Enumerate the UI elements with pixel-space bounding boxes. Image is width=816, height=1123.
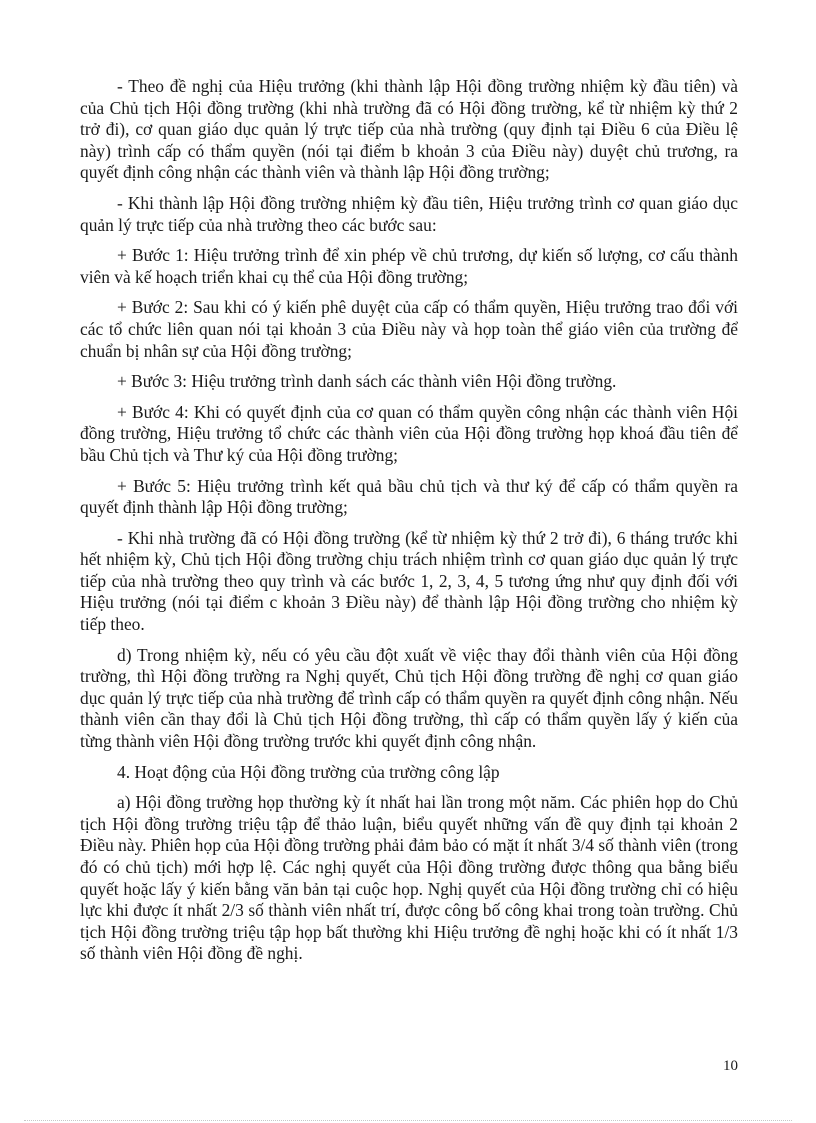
paragraph-step-1: + Bước 1: Hiệu trưởng trình để xin phép về chủ trương, dự kiến số lượng, cơ cấu thành viên và kế hoạch triển khai cụ thể của Hội đồng trường; <box>80 245 738 287</box>
paragraph-step-4: + Bước 4: Khi có quyết định của cơ quan có thẩm quyền công nhận các thành viên Hội đồng trường, Hiệu trưởng tổ chức các thành viên của Hội đồng trường họp khoá đầu tiên để bầu Chủ tịch và Thư ký của Hội đồng trường; <box>80 401 738 465</box>
paragraph-first-term-steps: - Khi thành lập Hội đồng trường nhiệm kỳ đầu tiên, Hiệu trưởng trình cơ quan giáo dục quản lý trực tiếp của nhà trường theo các bước sau: <box>80 192 738 235</box>
document-body <box>80 76 738 974</box>
paragraph-item-d: d) Trong nhiệm kỳ, nếu có yêu cầu đột xuất về việc thay đổi thành viên của Hội đồng trường, thì Hội đồng trường ra Nghị quyết, Chủ tịch Hội đồng trường đề nghị cơ quan giáo dục quản lý trực tiếp của nhà trường để trình cấp có thẩm quyền ra quyết định công nhận. Nếu thành viên cần thay đổi là Chủ tịch Hội đồng trường, thì cấp có thẩm quyền lấy ý kiến của từng thành viên Hội đồng trường trước khi quyết định công nhận. <box>80 644 738 752</box>
paragraph-step-5: + Bước 5: Hiệu trưởng trình kết quả bầu chủ tịch và thư ký để cấp có thẩm quyền ra quyết định thành lập Hội đồng trường; <box>80 475 738 518</box>
paragraph-next-term: - Khi nhà trường đã có Hội đồng trường (kể từ nhiệm kỳ thứ 2 trở đi), 6 tháng trước khi hết nhiệm kỳ, Chủ tịch Hội đồng trường chịu trách nhiệm trình cơ quan giáo dục quản lý trực tiếp của nhà trường theo quy trình và các bước 1, 2, 3, 4, 5 tương ứng như quy định đối với Hiệu trưởng (nói tại điểm c khoản 3 Điều này) để thành lập Hội đồng trường cho nhiệm kỳ tiếp theo. <box>80 527 738 635</box>
paragraph-step-3: + Bước 3: Hiệu trưởng trình danh sách các thành viên Hội đồng trường. <box>117 371 617 392</box>
section-heading-4: 4. Hoạt động của Hội đồng trường của trường công lập <box>117 761 500 782</box>
paragraph-item-a: a) Hội đồng trường họp thường kỳ ít nhất hai lần trong một năm. Các phiên họp do Chủ tịch Hội đồng trường triệu tập để thảo luận, biểu quyết những vấn đề quy định tại khoản 2 Điều này. Phiên họp của Hội đồng trường phải đảm bảo có mặt ít nhất 3/4 số thành viên (trong đó có chủ tịch) mới hợp lệ. Các nghị quyết của Hội đồng trường được thông qua bằng biểu quyết hoặc lấy ý kiến bằng văn bản tại cuộc họp. Nghị quyết của Hội đồng trường chỉ có hiệu lực khi được ít nhất 2/3 số thành viên nhất trí, được công bố công khai trong toàn trường. Chủ tịch Hội đồng trường triệu tập họp bất thường khi Hiệu trưởng đề nghị hoặc khi có ít nhất 1/3 số thành viên Hội đồng đề nghị. <box>80 792 738 964</box>
paragraph-proposal-procedure: - Theo đề nghị của Hiệu trưởng (khi thành lập Hội đồng trường nhiệm kỳ đầu tiên) và của Chủ tịch Hội đồng trường (khi nhà trường đã có Hội đồng trường, kể từ nhiệm kỳ thứ 2 trở đi), cơ quan giáo dục quản lý trực tiếp của nhà trường (quy định tại Điều 6 của Điều lệ này) trình cấp có thẩm quyền (nói tại điểm b khoản 3 của Điều này) duyệt chủ trương, ra quyết định công nhận các thành viên và thành lập Hội đồng trường; <box>80 76 738 183</box>
page-number: 10 <box>723 1058 738 1074</box>
page-bottom-border <box>24 1120 792 1121</box>
paragraph-step-2: + Bước 2: Sau khi có ý kiến phê duyệt của cấp có thẩm quyền, Hiệu trưởng trao đổi với các tổ chức liên quan nói tại khoản 3 của Điều này và họp toàn thể giáo viên của trường để chuẩn bị nhân sự của Hội đồng trường; <box>80 297 738 361</box>
